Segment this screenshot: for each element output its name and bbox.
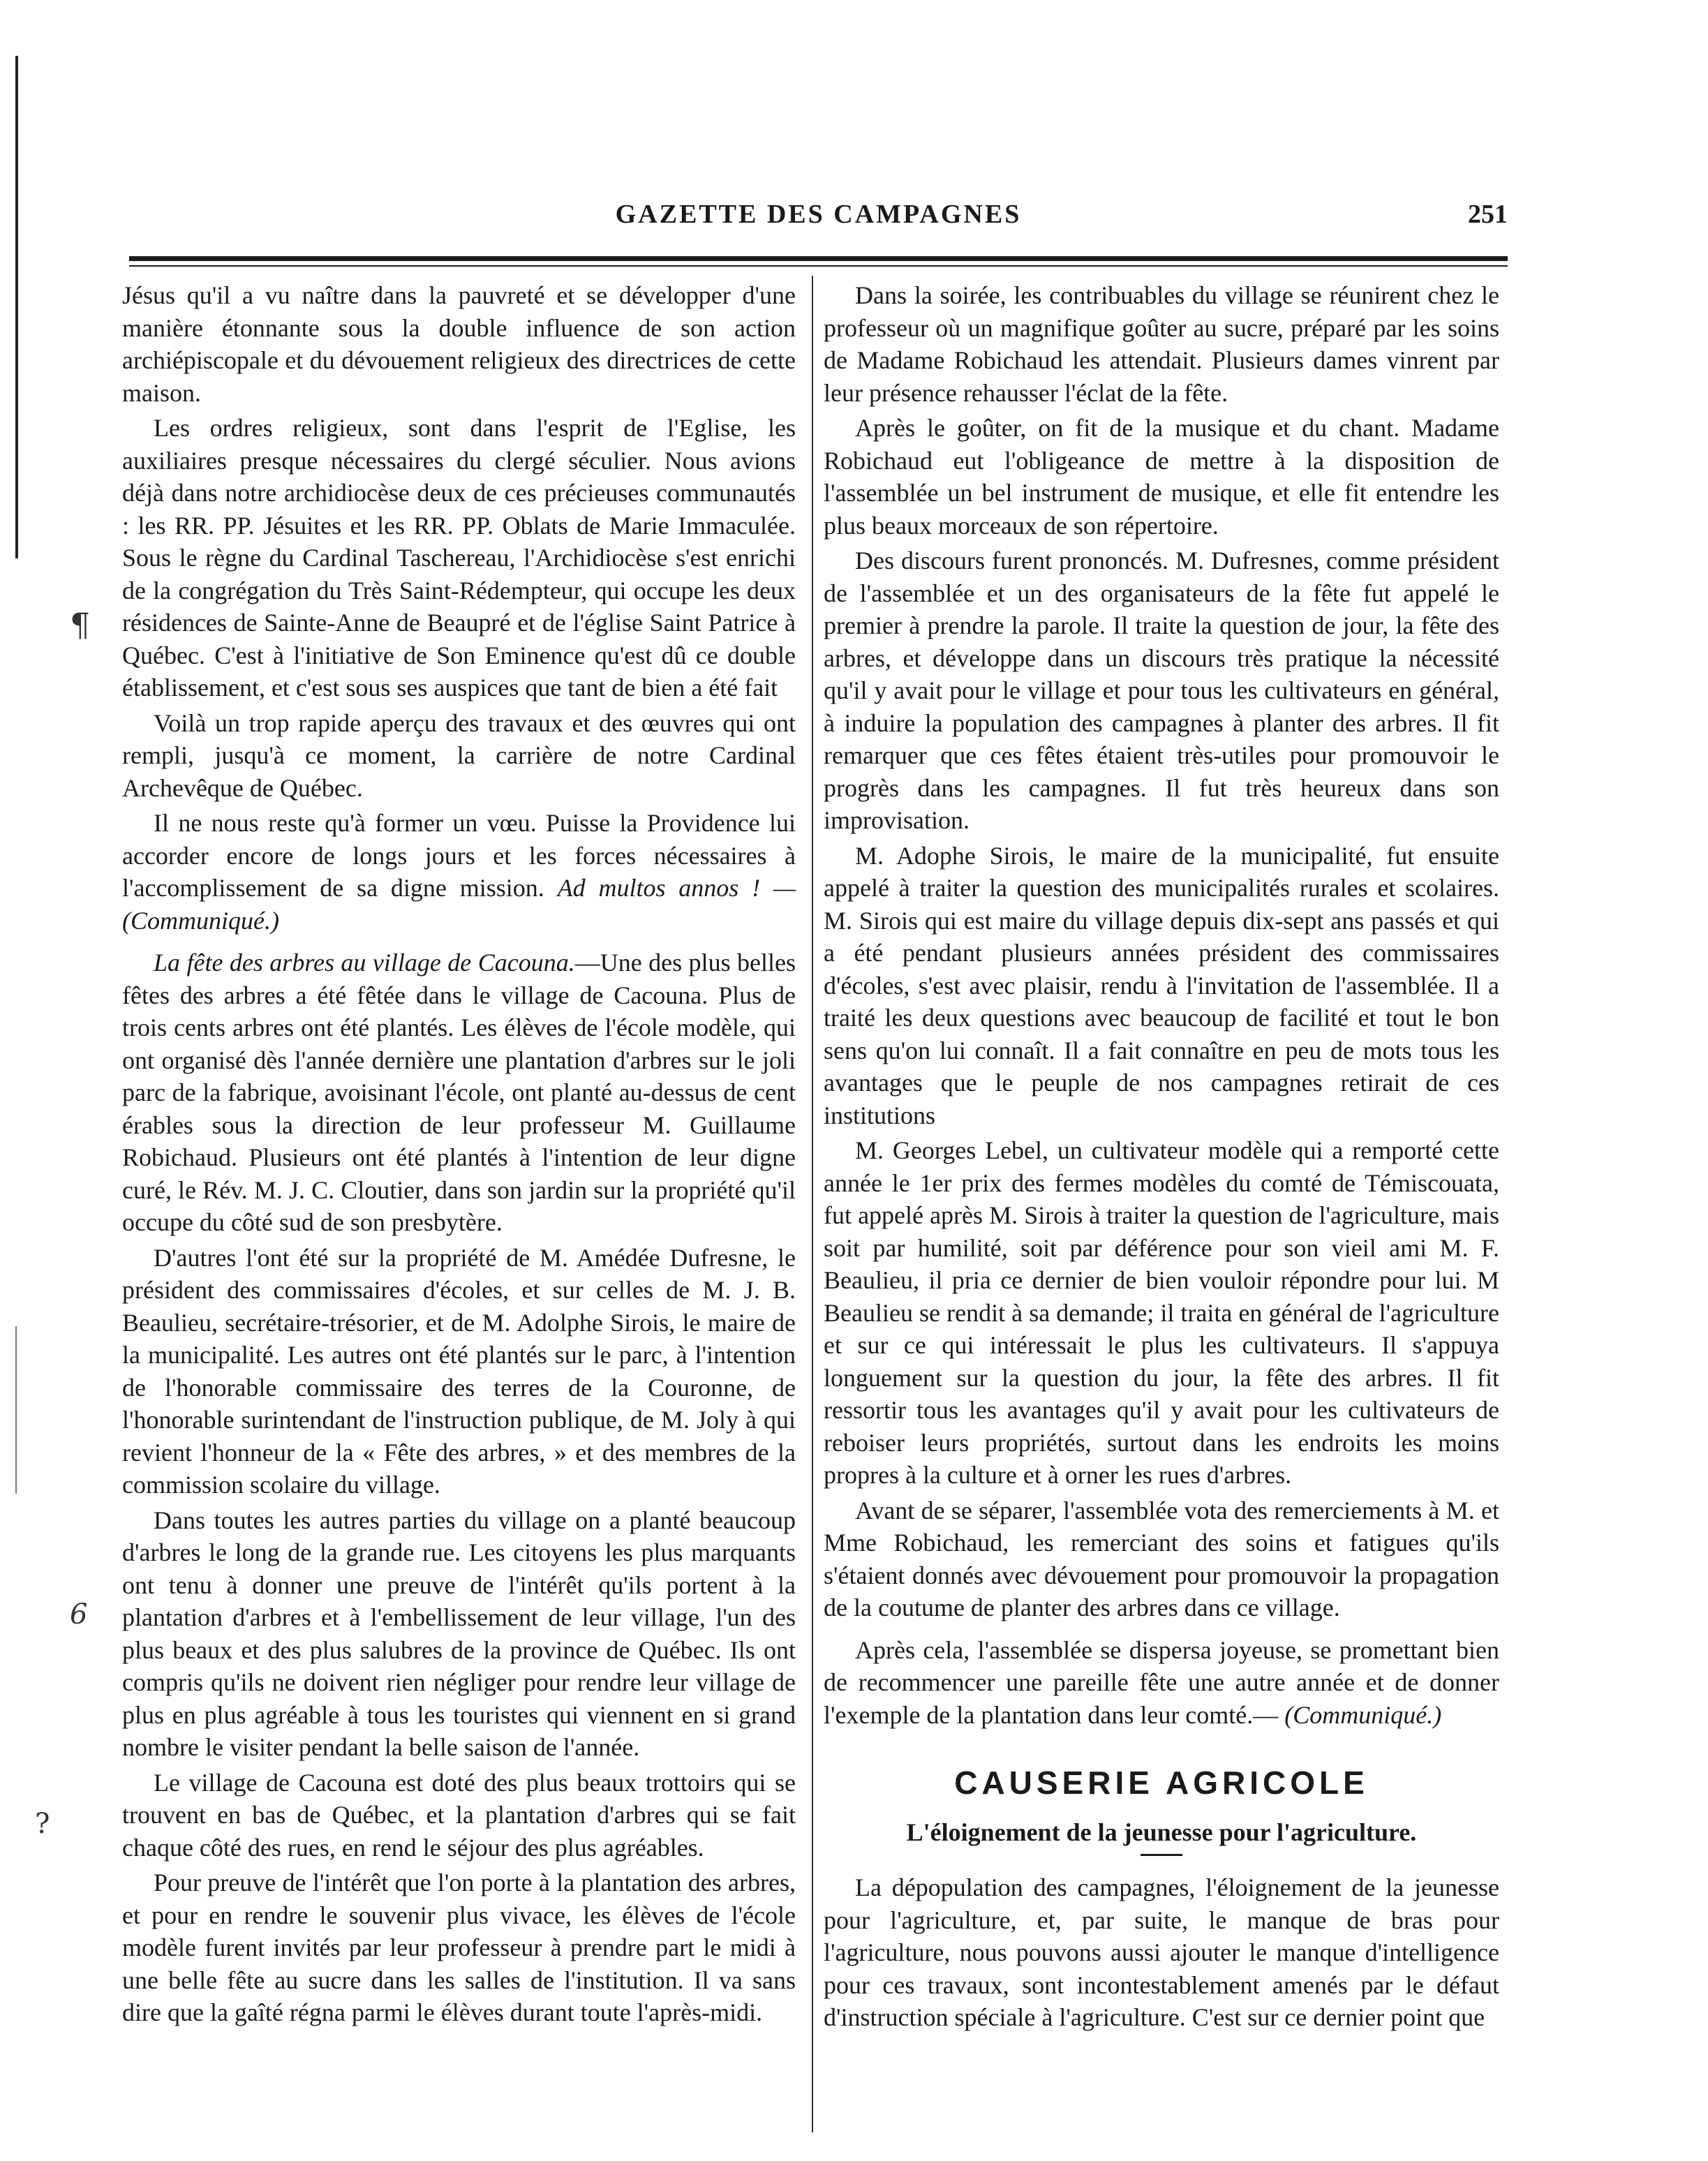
paragraph: M. Adophe Sirois, le maire de la municipalité, fut ensuite appelé à traiter la question des municipalités rurales et scolaires. M. Sirois qui est maire du village depuis dix-sept ans passés et qui a été pendant plusieurs années président des commissaires d'écoles, s'est avec plaisir, rendu à l'invitation de l'assemblée. Il a traité les deux questions avec beaucoup de facilité et tout le bon sens qu'on lui connaît. Il a fait connaître en peu de mots tous les avantages que le peuple de nos campagnes retirait de ces institutions [824, 841, 1499, 1129]
paragraph-text: Après cela, l'assemblée se dispersa joyeuse, se promettant bien de recommencer une pareille fête une autre année et de donner l'exemple de la plantation dans leur comté.— [824, 1635, 1499, 1729]
paragraph: La dépopulation des campagnes, l'éloignement de la jeunesse pour l'agriculture, et, par suite, le manque de bras pour l'agriculture, nous pouvons aussi ajouter le manque d'intelligence pour ces travaux, sont incontestablement amenés par le défaut d'instruction spéciale à l'agriculture. C'est sur ce dernier point que [824, 1873, 1499, 2031]
page-binding-edge-lower [15, 1326, 17, 1494]
page-header [129, 199, 1508, 241]
paragraph [824, 1634, 1499, 1732]
article-paragraph [122, 946, 796, 1239]
page-binding-edge [15, 56, 18, 558]
right-column [824, 279, 1499, 2034]
paragraph: Pour preuve de l'intérêt que l'on porte à la plantation des arbres, et pour en rendre le souvenir plus vivace, les élèves de l'école modèle furent invités par leur professeur à prendre part le midi à une belle fête au sucre dans les salles de l'institution. Il va sans dire que la gaîté régna parmi le élèves durant toute l'après-midi. [122, 1869, 796, 2026]
paragraph-italic: (Communiqué.) [1284, 1700, 1442, 1729]
section-subtitle: L'éloignement de la jeunesse pour l'agriculture. [906, 1818, 1417, 1846]
paragraph: Le village de Cacouna est doté des plus beaux trottoirs qui se trouvent en bas de Québec, et la plantation d'arbres qui se fait chaque côté des rues, en rend le séjour des plus agréables. [122, 1768, 796, 1862]
page-number: 251 [1468, 200, 1508, 229]
paragraph: M. Georges Lebel, un cultivateur modèle qui a remporté cette année le 1er prix des fermes modèles du comté de Témiscouata, fut appelé après M. Sirois à traiter la question de l'agriculture, mais soit par humilité, soit par déférence pour son vieil ami M. F. Beaulieu, il pria ce dernier de bien vouloir répondre pour lui. M Beaulieu se rendit à sa demande; il traita en général de l'agriculture et sur ce qui intéressait le plus les cultivateurs. Il s'appuya longuement sur la question du jour, la fête des arbres. Il fit ressortir tous les avantages qu'il y avait pour les cultivateurs de reboiser leurs propriétés, surtout dans les endroits les moins propres à la culture et à orner les rues d'arbres. [824, 1136, 1499, 1489]
paragraph: Les ordres religieux, sont dans l'esprit de l'Eglise, les auxiliaires presque nécessaires du clergé séculier. Nous avions déjà dans notre archidiocèse deux de ces précieuses communautés : les RR. PP. Jésuites et les RR. PP. Oblats de Marie Immaculée. Sous le règne du Cardinal Taschereau, l'Archidiocèse s'est enrichi de la congrégation du Très Saint-Rédempteur, qui occupe les deux résidences de Sainte-Anne de Beaupré et de l'église Saint Patrice à Québec. C'est à l'initiative de Son Eminence qu'est dû ce double établissement, et c'est sous ses auspices que tant de bien a été fait [122, 414, 796, 701]
header-rule-thick [129, 256, 1508, 261]
paragraph: Dans toutes les autres parties du village on a planté beaucoup d'arbres le long de la grande rue. Les citoyens les plus marquants ont tenu à donner une preuve de l'intérêt qu'ils portent à la plantation d'arbres et à l'embellissement de leur village, l'un des plus beaux et des plus salubres de la province de Québec. Ils ont compris qu'ils ne doivent rien négliger pour rendre leur village de plus en plus agréable à tous les touristes qui viennent en si grand nombre le visiter pendant la belle saison de l'année. [122, 1506, 796, 1761]
paragraph [122, 807, 796, 937]
paragraph-italic: Ad multos annos ! — (Communiqué.) [122, 874, 796, 935]
paragraph: Avant de se séparer, l'assemblée vota des remerciements à M. et Mme Robichaud, les remerciant des soins et fatigues qu'ils s'étaient donnés avec dévouement pour promouvoir la propagation de la coutume de planter des arbres dans ce village. [824, 1496, 1499, 1621]
paragraph: Des discours furent prononcés. M. Dufresnes, comme président de l'assemblée et un des organisateurs de la fête fut appelé le premier à prendre la parole. Il traite la question de jour, la fête des arbres, et développe dans un discours très pratique la nécessité qu'il y avait pour le village et pour tous les cultivateurs en général, à induire la population des campagnes à planter des arbres. Il fit remarquer que ces fêtes étaient très-utiles pour promouvoir le progrès dans les campagnes. Il fut très heureux dans son improvisation. [824, 547, 1499, 834]
left-column [122, 279, 796, 2029]
publication-title: GAZETTE DES CAMPAGNES [615, 200, 1022, 229]
paragraph: Jésus qu'il a vu naître dans la pauvreté et se développer d'une manière étonnante sous la double influence de son action archiépiscopale et du dévouement religieux des directrices de cette maison. [122, 281, 796, 407]
section-title: CAUSERIE AGRICOLE [954, 1765, 1369, 1801]
paragraph: D'autres l'ont été sur la propriété de M. Amédée Dufresne, le président des commissaires d'écoles, et sur celles de M. J. B. Beaulieu, secrétaire-trésorier, et de M. Adolphe Sirois, le maire de la municipalité. Les autres ont été plantés sur le parc, à l'intention de l'honorable commissaire des terres de la Couronne, de l'honorable surintendant de l'instruction publique, de M. Joly à qui revient l'honneur de la « Fête des arbres, » et des membres de la commission scolaire du village. [122, 1243, 796, 1499]
article-title: La fête des arbres au village de Cacouna. [154, 949, 575, 976]
margin-mark: 6 [70, 1598, 88, 1631]
paragraph-text: Il ne nous reste qu'à former un vœu. Puisse la Providence lui accorder encore de longs jours et les forces nécessaires à l'accomplissement de sa digne mission. [122, 809, 796, 902]
paragraph: Dans la soirée, les contribuables du village se réunirent chez le professeur où un magnifique goûter au sucre, préparé par les soins de Madame Robichaud les attendait. Plusieurs dames vinrent par leur présence rehausser l'éclat de la fête. [824, 281, 1499, 407]
section-dash [1141, 1854, 1182, 1856]
column-divider [812, 276, 813, 2132]
header-rule-thin [129, 265, 1508, 267]
paragraph: Après le goûter, on fit de la musique et du chant. Madame Robichaud eut l'obligeance de mettre à la disposition de l'assemblée un bel instrument de musique, et elle fit entendre les plus beaux morceaux de son répertoire. [824, 414, 1499, 540]
paragraph-text: —Une des plus belles fêtes des arbres a été fêtée dans le village de Cacouna. Plus de trois cents arbres ont été plantés. Les élèves de l'école modèle, qui ont organisé dès l'année dernière une plantation d'arbres sur le joli parc de la fabrique, avoisinant l'école, ont planté au-dessus de cent érables sous la direction de leur professeur M. Guillaume Robichaud. Plusieurs ont été plantés à l'intention de leur digne curé, le Rév. M. J. C. Cloutier, dans son jardin sur la propriété qu'il occupe du côté sud de son presbytère. [122, 949, 796, 1236]
paragraph: Voilà un trop rapide aperçu des travaux et des œuvres qui ont rempli, jusqu'à ce moment, la carrière de notre Cardinal Archevêque de Québec. [122, 708, 796, 802]
margin-mark: ¶ [70, 606, 91, 644]
margin-mark: ? [35, 1808, 50, 1840]
